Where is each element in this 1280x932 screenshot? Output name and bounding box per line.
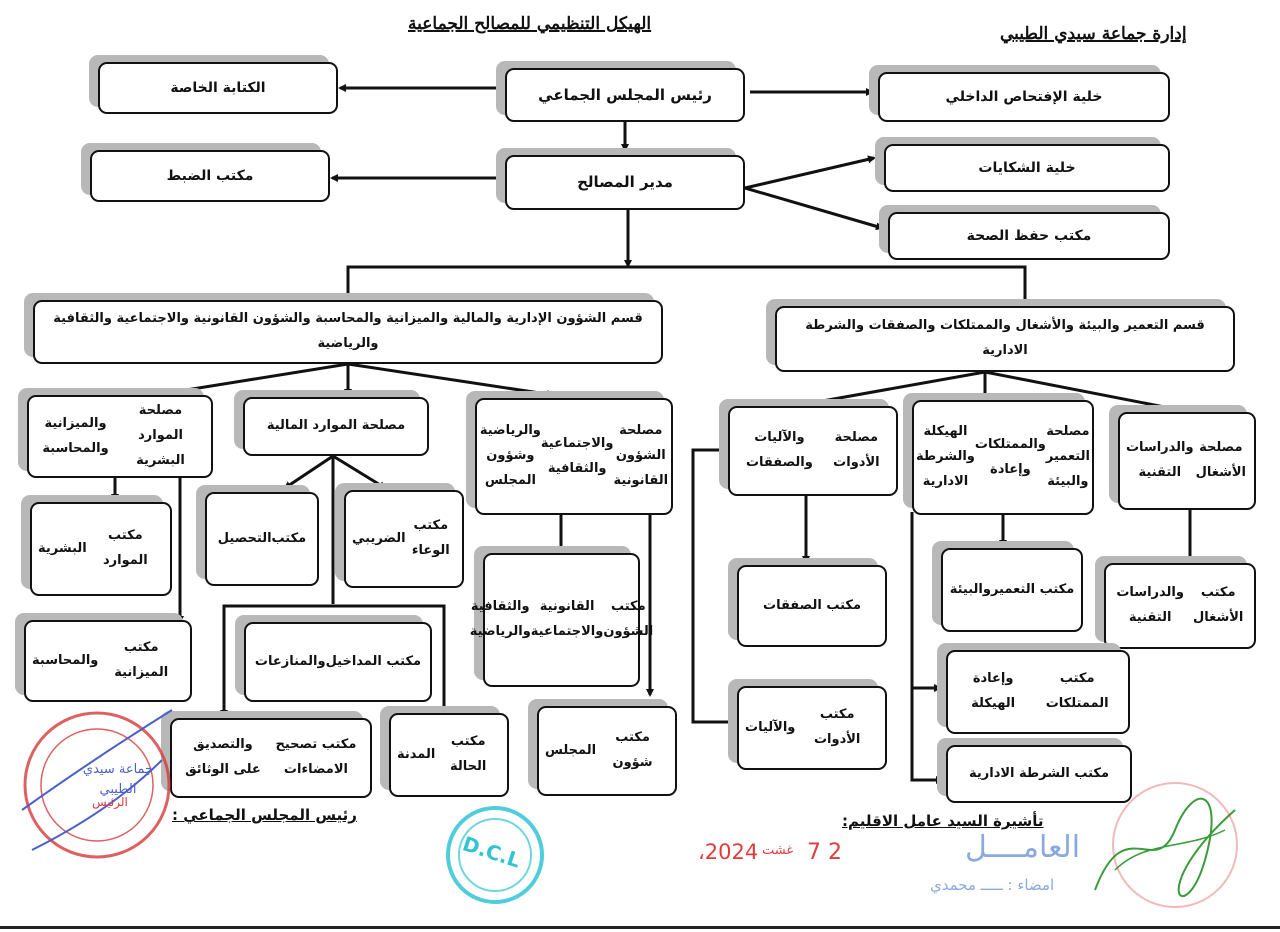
date-year: 2024،	[698, 840, 759, 864]
box-hr-office: مكتب الموارد البشرية	[30, 502, 172, 596]
governor-visa-label: تأشيرة السيد عامل الاقليم:	[842, 812, 1044, 830]
date-day: 2 7	[807, 840, 842, 865]
box-admin-police-office: مكتب الشرطة الادارية	[946, 745, 1132, 803]
commune-seal-subtext: الرئيس	[92, 795, 128, 809]
box-internal-audit: خلية الإفتحاص الداخلي	[878, 72, 1170, 122]
box-admin-division: قسم الشؤون الإدارية والمالية والميزانية والمحاسبة والشؤون القانونية والاجتماعية والثقافية والرياضية	[33, 300, 663, 364]
bottom-rule	[0, 926, 1280, 929]
box-urbanism-office: مكتب التعمير والبيئة	[941, 548, 1083, 632]
box-works-service: مصلحة الأشغال والدراسات التقنية	[1118, 412, 1256, 510]
box-tax-office: مكتب الوعاء الضريبي	[344, 490, 464, 588]
dcl-stamp-text: D.C.L	[459, 831, 524, 873]
box-civil-status-office: مكتب الحالة المدنة	[389, 713, 509, 797]
box-tools-office: مكتب الأدوات والآليات	[737, 686, 887, 770]
box-finance-service: مصلحة الموارد المالية	[243, 397, 429, 456]
box-tools-service: مصلحة الأدوات والآليات والصفقات	[728, 406, 898, 496]
president-signature-label: رئيس المجلس الجماعي :	[172, 806, 357, 824]
governor-signature-icon	[1085, 770, 1245, 910]
box-hr-service: مصلحة الموارد البشرية والميزانية والمحاسبة	[27, 395, 213, 478]
box-revenue-office: مكتب المداخيل والمنازعات	[244, 622, 432, 702]
box-health-office: مكتب حفظ الصحة	[888, 212, 1170, 260]
box-urbanism-service: مصلحة التعمير والبيئة والممتلكات وإعادة الهيكلة والشرطة الادارية	[912, 400, 1094, 515]
box-council-office: مكتب شؤون المجلس	[537, 706, 677, 796]
box-private-secretariat: الكتابة الخاصة	[98, 62, 338, 114]
governor-stamp-text: العامــــل	[965, 830, 1081, 865]
box-registry-office: مكتب الضبط	[90, 150, 330, 202]
box-works-office: مكتب الأشغال والدراسات التقنية	[1104, 563, 1256, 649]
governor-signature-line: امضاء : ـــــ محمدي	[930, 876, 1055, 894]
administration-title: إدارة جماعة سيدي الطيبي	[1000, 24, 1187, 44]
date-month: غشت	[762, 843, 794, 858]
box-president: رئيس المجلس الجماعي	[505, 68, 745, 122]
box-director: مدير المصالح	[505, 155, 745, 210]
box-signature-office: مكتب تصحيح الامضاءات والتصديق على الوثائق	[170, 718, 372, 798]
box-urban-division: قسم التعمير والبيئة والأشغال والممتلكات والصفقات والشرطة الادارية	[775, 306, 1235, 372]
box-complaints: خلية الشكايات	[884, 144, 1170, 192]
box-collection-office: مكتب التحصيل	[205, 492, 319, 586]
chart-title: الهيكل التنظيمي للمصالح الجماعية	[408, 14, 652, 34]
box-legal-office: مكتب الشؤون القانونية والاجتماعية والثقافية والرياضية	[483, 553, 640, 687]
box-markets-office: مكتب الصفقات	[737, 565, 887, 647]
commune-seal-text: جماعة سيدي الطيبي	[82, 762, 154, 797]
box-property-office: مكتب الممتلكات وإعادة الهيكلة	[946, 650, 1130, 734]
box-budget-office: مكتب الميزانية والمحاسبة	[24, 620, 192, 702]
box-legal-service: مصلحة الشؤون القانونية والاجتماعية والثقافية والرياضية وشؤون المجلس	[475, 398, 673, 515]
